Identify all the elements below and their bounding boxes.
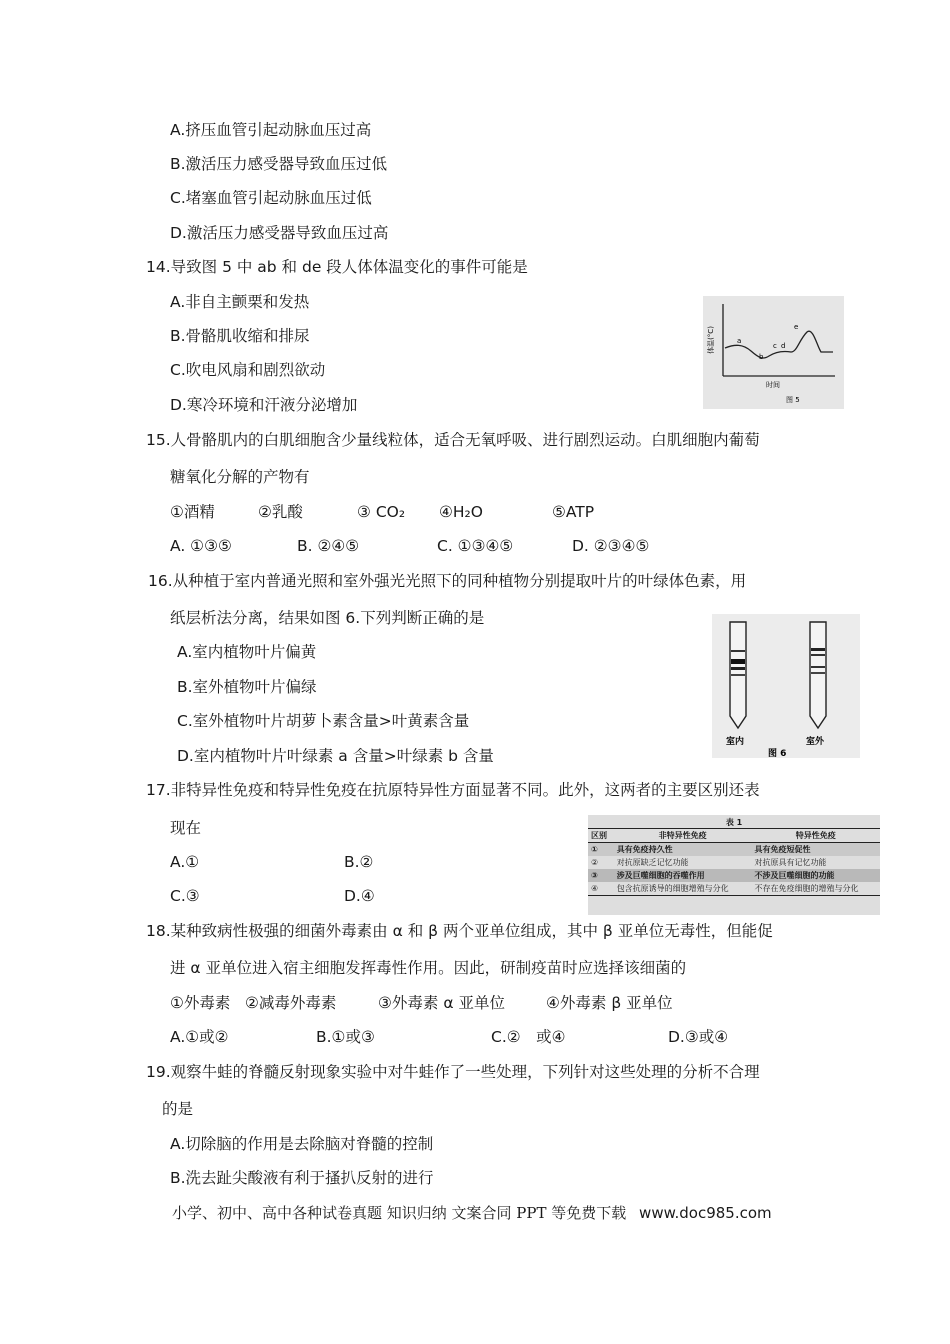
q18-item-2: ②减毒外毒素 — [245, 994, 337, 1012]
fig5-point-a: a — [737, 337, 742, 345]
fig6-label-outdoor: 室外 — [806, 737, 825, 747]
q17-stem-line1: 17.非特异性免疫和特异性免疫在抗原特异性方面显著不同。此外，这两者的主要区别还表 — [146, 781, 760, 799]
q15-option-a: A. ①③⑤ — [170, 537, 232, 555]
table-1-header-row — [588, 829, 880, 843]
table-1-grid — [588, 828, 880, 896]
q15-item-1: ①酒精 — [170, 503, 215, 521]
fig5-point-b: b — [759, 353, 764, 361]
q15-stem-line2: 糖氧化分解的产物有 — [170, 468, 310, 486]
fig5-xlabel: 时间 — [766, 381, 780, 389]
q16-stem-line2: 纸层析法分离，结果如图 6.下列判断正确的是 — [170, 609, 485, 627]
q13-option-d: D.激活压力感受器导致血压过高 — [170, 224, 389, 242]
fig6-tube-outdoor — [810, 622, 826, 728]
q18-option-c: C.② 或④ — [491, 1028, 566, 1046]
footer-text: 小学、初中、高中各种试卷真题 知识归纳 文案合同 PPT 等免费下载 — [172, 1204, 627, 1222]
q19-option-a: A.切除脑的作用是去除脑对脊髓的控制 — [170, 1135, 434, 1153]
footer-url[interactable]: www.doc985.com — [639, 1204, 772, 1222]
q17-option-d: D.④ — [344, 887, 375, 905]
q15-item-5: ⑤ATP — [552, 503, 595, 521]
q15-option-d: D. ②③④⑤ — [572, 537, 650, 555]
q16-option-a: A.室内植物叶片偏黄 — [177, 643, 317, 661]
q15-option-c: C. ①③④⑤ — [437, 537, 514, 555]
q16-option-b: B.室外植物叶片偏绿 — [177, 678, 317, 696]
q13-option-a: A.挤压血管引起动脉血压过高 — [170, 121, 372, 139]
q15-item-2: ②乳酸 — [258, 503, 303, 521]
q14-option-b: B.骨骼肌收缩和排尿 — [170, 327, 310, 345]
table-1-cell: 涉及巨噬细胞的吞噬作用 — [616, 871, 705, 880]
q13-option-b: B.激活压力感受器导致血压过低 — [170, 155, 388, 173]
table-1-cell: 对抗原缺乏记忆功能 — [616, 858, 689, 867]
fig5-point-e: e — [794, 323, 799, 331]
q18-option-b: B.①或③ — [316, 1028, 375, 1046]
q17-option-b: B.② — [344, 853, 374, 871]
q14-option-c: C.吹电风扇和剧烈欲动 — [170, 361, 326, 379]
table-1 — [588, 815, 880, 915]
q15-item-4: ④H₂O — [439, 503, 483, 521]
fig5-caption: 图 5 — [786, 396, 800, 404]
table-1-title: 表 1 — [725, 818, 743, 827]
q14-option-a: A.非自主颤栗和发热 — [170, 293, 310, 311]
table-1-row — [588, 869, 880, 882]
fig5-point-d: d — [781, 342, 786, 350]
q18-stem-line2: 进 α 亚单位进入宿主细胞发挥毒性作用。因此，研制疫苗时应选择该细菌的 — [170, 959, 687, 977]
table-1-cell: ① — [591, 845, 598, 854]
q18-option-d: D.③或④ — [668, 1028, 729, 1046]
table-1-cell: 不存在免疫细胞的增殖与分化 — [754, 884, 859, 893]
table-1-header-cell: 非特异性免疫 — [658, 831, 707, 840]
q18-item-4: ④外毒素 β 亚单位 — [546, 994, 673, 1012]
figure-5 — [703, 296, 844, 409]
table-1-header-cell: 特异性免疫 — [795, 831, 836, 840]
q16-option-c: C.室外植物叶片胡萝卜素含量>叶黄素含量 — [177, 712, 470, 730]
q14-stem: 14.导致图 5 中 ab 和 de 段人体体温变化的事件可能是 — [146, 258, 528, 276]
figure-6 — [712, 614, 860, 758]
q16-option-d: D.室内植物叶片叶绿素 a 含量>叶绿素 b 含量 — [177, 747, 494, 765]
table-1-row — [588, 843, 880, 857]
q18-item-3: ③外毒素 α 亚单位 — [378, 994, 505, 1012]
table-1-cell: 包含抗原诱导的细胞增殖与分化 — [616, 884, 729, 893]
table-1-cell: ④ — [591, 884, 599, 893]
table-1-cell: 对抗原具有记忆功能 — [754, 858, 827, 867]
q17-option-a: A.① — [170, 853, 200, 871]
q16-stem-line1: 16.从种植于室内普通光照和室外强光光照下的同种植物分别提取叶片的叶绿体色素，用 — [148, 572, 747, 590]
fig6-caption: 图 6 — [768, 749, 787, 758]
table-1-cell: ② — [591, 858, 599, 867]
q19-option-b: B.洗去趾尖酸液有利于搔扒反射的进行 — [170, 1169, 434, 1187]
fig5-point-c: c — [773, 342, 777, 350]
q17-option-c: C.③ — [170, 887, 200, 905]
q18-option-a: A.①或② — [170, 1028, 229, 1046]
table-1-cell: 不涉及巨噬细胞的功能 — [754, 871, 835, 880]
q15-stem-line1: 15.人骨骼肌内的白肌细胞含少量线粒体，适合无氧呼吸、进行剧烈运动。白肌细胞内葡萄 — [146, 431, 760, 449]
fig6-label-indoor: 室内 — [726, 737, 745, 747]
table-1-cell: 具有免疫持久性 — [616, 845, 673, 854]
q19-stem-line2: 的是 — [162, 1100, 194, 1118]
q14-option-d: D.寒冷环境和汗液分泌增加 — [170, 396, 358, 414]
fig6-tube-indoor — [730, 622, 746, 728]
table-1-row — [588, 882, 880, 896]
table-1-header-cell: 区别 — [591, 831, 607, 840]
q13-option-c: C.堵塞血管引起动脉血压过低 — [170, 189, 372, 207]
q18-item-1: ①外毒素 — [170, 994, 231, 1012]
q17-stem-line2: 现在 — [170, 819, 202, 837]
fig5-ylabel: 体温(°C) — [707, 326, 715, 354]
q15-option-b: B. ②④⑤ — [297, 537, 360, 555]
table-1-row — [588, 856, 880, 869]
q15-item-3: ③ CO₂ — [357, 503, 406, 521]
q19-stem-line1: 19.观察牛蛙的脊髓反射现象实验中对牛蛙作了一些处理，下列针对这些处理的分析不合理 — [146, 1063, 760, 1081]
q18-stem-line1: 18.某种致病性极强的细菌外毒素由 α 和 β 两个亚单位组成，其中 β 亚单位无毒性，但能促 — [146, 922, 773, 940]
table-1-cell: ③ — [591, 871, 598, 880]
page-footer — [172, 1202, 772, 1223]
table-1-cell: 具有免疫短促性 — [754, 845, 811, 854]
